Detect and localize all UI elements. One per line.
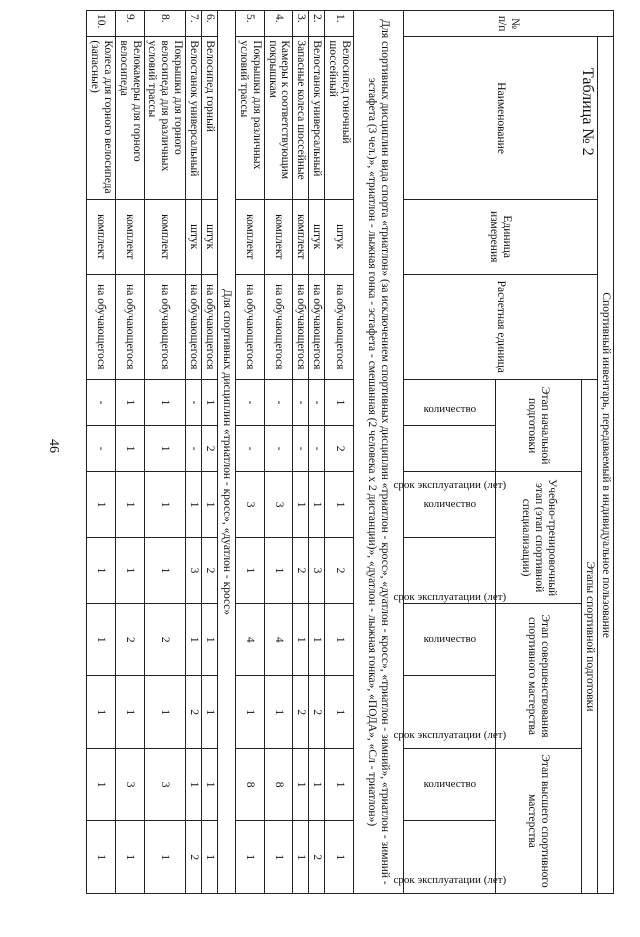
table-container xyxy=(89,10,614,894)
table-row xyxy=(115,11,144,894)
cell-term: 1 xyxy=(115,821,144,894)
cell-quantity: 1 xyxy=(325,472,354,538)
row-unit: комплект xyxy=(236,199,265,274)
cell-term: 1 xyxy=(144,426,186,472)
cell-quantity: 1 xyxy=(87,604,116,676)
cell-term: - xyxy=(186,426,202,472)
cell-quantity: 1 xyxy=(144,472,186,538)
cell-quantity: 1 xyxy=(309,748,325,820)
cell-term: 3 xyxy=(309,538,325,604)
row-name: Велокамеры для горного велосипеда xyxy=(115,37,144,200)
cell-quantity: 1 xyxy=(202,604,218,676)
row-calc-unit: на обучающегося xyxy=(186,274,202,379)
row-number: 6. xyxy=(202,11,218,37)
cell-term: 2 xyxy=(325,538,354,604)
row-name: Велостанок универсальный xyxy=(309,37,325,200)
cell-quantity: 1 xyxy=(186,472,202,538)
row-unit: комплект xyxy=(115,199,144,274)
cell-term: 2 xyxy=(186,821,202,894)
cell-quantity: 4 xyxy=(236,604,265,676)
row-calc-unit: на обучающегося xyxy=(293,274,309,379)
row-name: Велостанок универсальный xyxy=(186,37,202,200)
row-number: 4. xyxy=(264,11,293,37)
table-row xyxy=(293,11,309,894)
cell-quantity: 4 xyxy=(264,604,293,676)
cell-quantity: 1 xyxy=(144,379,186,425)
row-calc-unit: на обучающегося xyxy=(144,274,186,379)
cell-term: 2 xyxy=(186,676,202,748)
header-col-unit: Единица измерения xyxy=(404,199,598,274)
cell-quantity: 3 xyxy=(115,748,144,820)
table-row xyxy=(309,11,325,894)
cell-term: 1 xyxy=(202,676,218,748)
cell-term: - xyxy=(236,426,265,472)
header-group-title: Спортивный инвентарь, передаваемый в индивидуальное пользование xyxy=(598,37,614,894)
cell-quantity: 3 xyxy=(264,472,293,538)
row-name: Покрышки для горного велосипеда для различных условий трассы xyxy=(144,37,186,200)
row-name: Колеса для горного велосипеда (запасные) xyxy=(87,37,116,200)
cell-term: 1 xyxy=(144,538,186,604)
cell-quantity: 3 xyxy=(144,748,186,820)
cell-term: 2 xyxy=(293,538,309,604)
row-number: 5. xyxy=(236,11,265,37)
cell-quantity: 1 xyxy=(87,472,116,538)
row-unit: штук xyxy=(309,199,325,274)
cell-quantity: 2 xyxy=(144,604,186,676)
row-number: 9. xyxy=(115,11,144,37)
row-unit: комплект xyxy=(144,199,186,274)
cell-quantity: 1 xyxy=(293,604,309,676)
row-calc-unit: на обучающегося xyxy=(309,274,325,379)
cell-quantity: 2 xyxy=(115,604,144,676)
section-title: Для спортивных дисциплин «триатлон - кросс», «дуатлон - кросс» xyxy=(218,11,236,894)
header-qty: количество xyxy=(404,604,496,676)
row-unit: штук xyxy=(202,199,218,274)
cell-quantity: 1 xyxy=(202,748,218,820)
cell-term: 1 xyxy=(115,426,144,472)
cell-term: 1 xyxy=(115,538,144,604)
table-row xyxy=(144,11,186,894)
header-term: срок эксплуатации (лет) xyxy=(404,538,496,604)
cell-term: - xyxy=(309,426,325,472)
cell-term: 1 xyxy=(202,821,218,894)
row-unit: комплект xyxy=(87,199,116,274)
row-calc-unit: на обучающегося xyxy=(115,274,144,379)
header-stage-training: Учебно-тренировочный этап (этап спортивной специализации) xyxy=(496,472,582,604)
section-title: Для спортивных дисциплин вида спорта «триатлон» (за исключением спортивных дисциплин «триатлон - кросс», «дуатлон - кросс», «триатлон - зимний», «триатлон - зимний - эстафета (3 чел.)», «триатлон - лыжная гонка - эстафета - смешанная (2 человека х 2 дистанции)», «дуатлон - лыжная гонка», «ПОДА», «Сл - триатлон») xyxy=(354,11,404,894)
row-number: 8. xyxy=(144,11,186,37)
row-number: 1. xyxy=(325,11,354,37)
header-stage-highest: Этап высшего спортивного мастерства xyxy=(496,748,582,893)
table-row xyxy=(325,11,354,894)
cell-quantity: 1 xyxy=(293,472,309,538)
cell-quantity: 1 xyxy=(309,472,325,538)
row-calc-unit: на обучающегося xyxy=(202,274,218,379)
cell-quantity: - xyxy=(236,379,265,425)
row-unit: комплект xyxy=(293,199,309,274)
cell-quantity: - xyxy=(309,379,325,425)
cell-quantity: 1 xyxy=(115,472,144,538)
row-calc-unit: на обучающегося xyxy=(264,274,293,379)
table-row xyxy=(202,11,218,894)
cell-term: 2 xyxy=(309,821,325,894)
cell-quantity: - xyxy=(293,379,309,425)
row-name: Велосипед горный xyxy=(202,37,218,200)
cell-quantity: 1 xyxy=(309,604,325,676)
header-term: срок эксплуатации (лет) xyxy=(404,676,496,748)
header-col-num: № п/п xyxy=(404,11,614,37)
cell-term: 1 xyxy=(236,821,265,894)
header-qty: количество xyxy=(404,379,496,425)
header-col-name: Наименование xyxy=(404,37,598,200)
header-stage-improvement: Этап совершенствования спортивного мастерства xyxy=(496,604,582,749)
table-caption: Таблица № 2 xyxy=(579,68,596,156)
cell-quantity: 1 xyxy=(325,379,354,425)
row-name: Запасные колеса шоссейные xyxy=(293,37,309,200)
cell-term: 1 xyxy=(236,538,265,604)
row-unit: штук xyxy=(186,199,202,274)
table-row xyxy=(264,11,293,894)
cell-quantity: 1 xyxy=(325,604,354,676)
cell-quantity: - xyxy=(186,379,202,425)
cell-term: 1 xyxy=(264,538,293,604)
cell-term: 2 xyxy=(309,676,325,748)
cell-quantity: 8 xyxy=(236,748,265,820)
cell-term: 1 xyxy=(87,676,116,748)
header-stages-title: Этапы спортивной подготовки xyxy=(582,379,598,893)
cell-term: 2 xyxy=(202,426,218,472)
cell-quantity: 1 xyxy=(115,379,144,425)
cell-quantity: 1 xyxy=(186,748,202,820)
row-unit: комплект xyxy=(264,199,293,274)
row-number: 3. xyxy=(293,11,309,37)
row-name: Камеры к соответствующим покрышкам xyxy=(264,37,293,200)
table-header xyxy=(393,11,614,894)
cell-quantity: 1 xyxy=(202,379,218,425)
cell-term: 1 xyxy=(264,676,293,748)
cell-term: 1 xyxy=(293,821,309,894)
cell-quantity: 3 xyxy=(236,472,265,538)
row-calc-unit: на обучающегося xyxy=(325,274,354,379)
row-name: Покрышки для различных условий трассы xyxy=(236,37,265,200)
cell-term: 1 xyxy=(87,821,116,894)
header-qty: количество xyxy=(404,748,496,820)
cell-term: 1 xyxy=(325,676,354,748)
row-name: Велосипед гоночный шоссейный xyxy=(325,37,354,200)
cell-quantity: 8 xyxy=(264,748,293,820)
header-qty: количество xyxy=(404,472,496,538)
table-row xyxy=(87,11,116,894)
row-number: 7. xyxy=(186,11,202,37)
cell-term: - xyxy=(264,426,293,472)
cell-quantity: - xyxy=(87,379,116,425)
cell-term: 2 xyxy=(293,676,309,748)
cell-quantity: 1 xyxy=(293,748,309,820)
cell-term: 1 xyxy=(325,821,354,894)
header-term: срок эксплуатации (лет) xyxy=(404,426,496,472)
cell-quantity: - xyxy=(264,379,293,425)
cell-term: - xyxy=(293,426,309,472)
row-calc-unit: на обучающегося xyxy=(236,274,265,379)
cell-quantity: 1 xyxy=(202,472,218,538)
table-row xyxy=(236,11,265,894)
cell-term: 1 xyxy=(236,676,265,748)
page-number: 46 xyxy=(46,439,61,453)
header-stage-initial: Этап начальной подготовки xyxy=(496,379,582,471)
row-number: 10. xyxy=(87,11,116,37)
header-term: срок эксплуатации (лет) xyxy=(404,821,496,894)
header-col-calc: Расчетная единица xyxy=(404,274,598,379)
table-body xyxy=(87,11,404,894)
cell-term: 1 xyxy=(264,821,293,894)
cell-term: 2 xyxy=(325,426,354,472)
cell-quantity: 1 xyxy=(87,748,116,820)
cell-term: 1 xyxy=(115,676,144,748)
section-header-row xyxy=(354,11,404,894)
cell-term: 1 xyxy=(144,676,186,748)
cell-term: 2 xyxy=(202,538,218,604)
equipment-table xyxy=(86,10,614,894)
cell-term: 3 xyxy=(186,538,202,604)
row-unit: штук xyxy=(325,199,354,274)
cell-quantity: 1 xyxy=(325,748,354,820)
section-header-row xyxy=(218,11,236,894)
cell-term: - xyxy=(87,426,116,472)
cell-quantity: 1 xyxy=(186,604,202,676)
cell-term: 1 xyxy=(87,538,116,604)
row-number: 2. xyxy=(309,11,325,37)
cell-term: 1 xyxy=(144,821,186,894)
table-row xyxy=(186,11,202,894)
row-calc-unit: на обучающегося xyxy=(87,274,116,379)
